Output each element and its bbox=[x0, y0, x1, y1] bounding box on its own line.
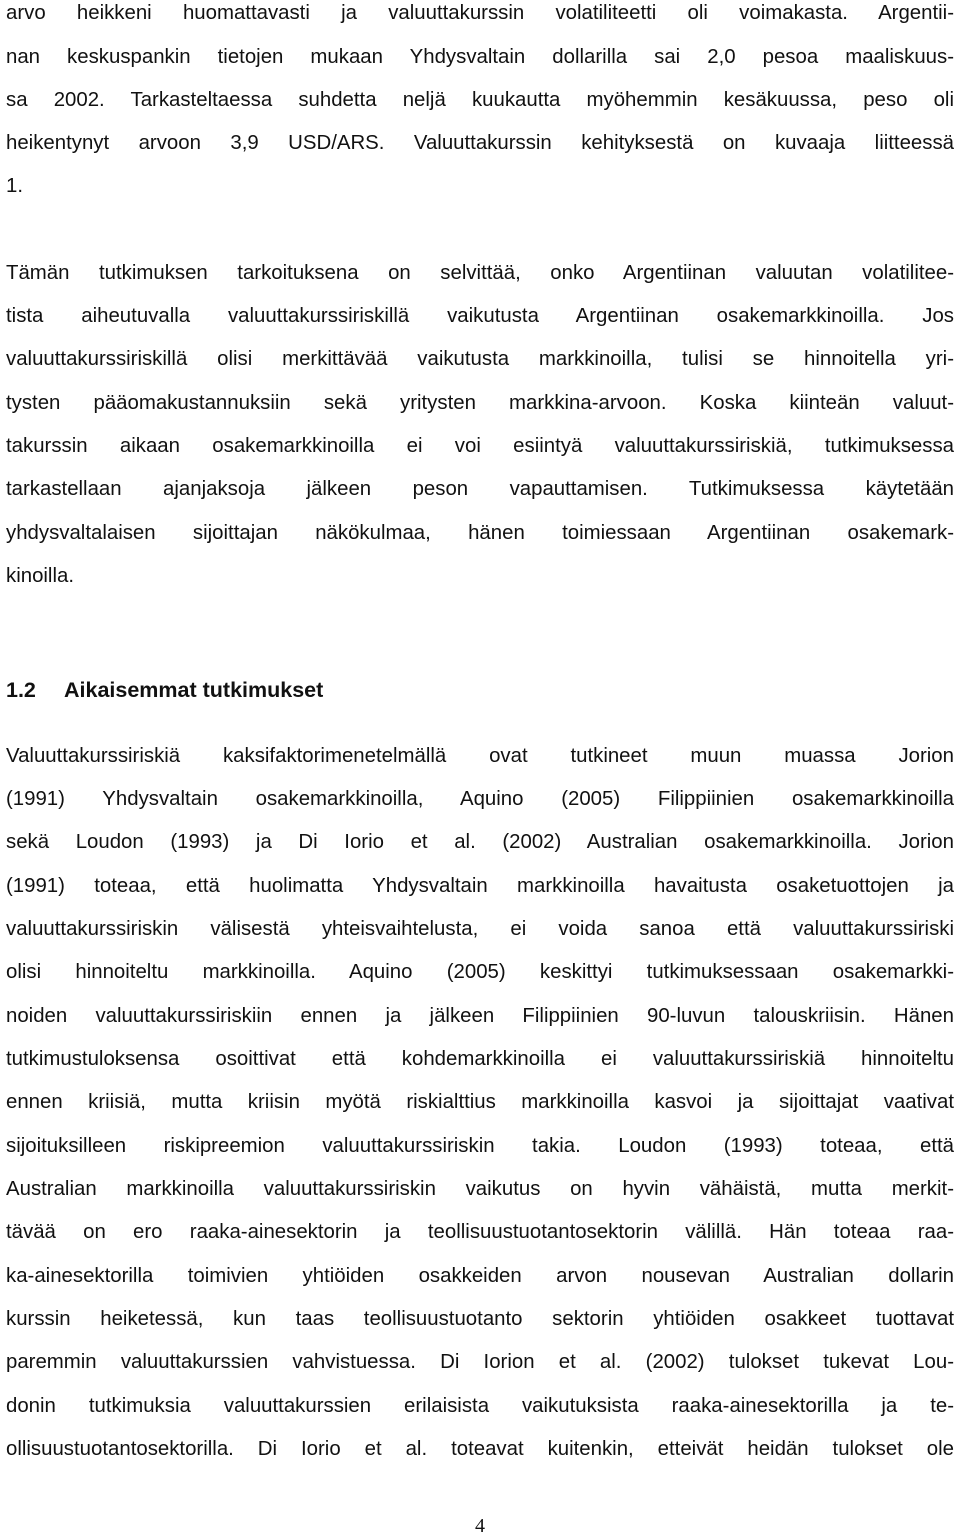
text-line: olisi hinnoiteltu markkinoilla. Aquino (2005) keskittyi tutkimuksessaan osakemarkki- bbox=[6, 961, 954, 983]
text-line: tysten pääomakustannuksiin sekä yritysten markkina-arvoon. Koska kiinteän valuut- bbox=[6, 392, 954, 414]
text-line: tävää on ero raaka-ainesektorin ja teollisuustuotantosektorin välillä. Hän toteaa raa- bbox=[6, 1221, 954, 1243]
text-line: ennen kriisiä, mutta kriisin myötä riskialttius markkinoilla kasvoi ja sijoittajat vaativat bbox=[6, 1091, 954, 1113]
section-heading bbox=[6, 677, 323, 703]
text-line: sijoituksilleen riskipreemion valuuttakurssiriskin takia. Loudon (1993) toteaa, että bbox=[6, 1135, 954, 1157]
text-line: valuuttakurssiriskin välisestä yhteisvaihtelusta, ei voida sanoa että valuuttakurssiriski bbox=[6, 918, 954, 940]
text-line: (1991) Yhdysvaltain osakemarkkinoilla, Aquino (2005) Filippiinien osakemarkkinoilla bbox=[6, 788, 954, 810]
text-line: yhdysvaltalaisen sijoittajan näkökulmaa, hänen toimiessaan Argentiinan osakemark- bbox=[6, 522, 954, 544]
section-title: Aikaisemmat tutkimukset bbox=[64, 678, 324, 702]
text-line: ka-ainesektorilla toimivien yhtiöiden osakkeiden arvon nousevan Australian dollarin bbox=[6, 1265, 954, 1287]
text-line: tutkimustuloksensa osoittivat että kohdemarkkinoilla ei valuuttakurssiriskiä hinnoiteltu bbox=[6, 1048, 954, 1070]
text-line: 1. bbox=[6, 175, 24, 197]
text-line: Valuuttakurssiriskiä kaksifaktorimenetelmällä ovat tutkineet muun muassa Jorion bbox=[6, 745, 954, 767]
text-line: kurssin heiketessä, kun taas teollisuustuotanto sektorin yhtiöiden osakkeet tuottavat bbox=[6, 1308, 954, 1330]
text-line: Tämän tutkimuksen tarkoituksena on selvittää, onko Argentiinan valuutan volatilitee- bbox=[6, 262, 954, 284]
text-line: valuuttakurssiriskillä olisi merkittävää vaikutusta markkinoilla, tulisi se hinnoitella yri- bbox=[6, 348, 954, 370]
page-number: 4 bbox=[475, 1515, 485, 1537]
text-line: arvo heikkeni huomattavasti ja valuuttakurssin volatiliteetti oli voimakasta. Argentii- bbox=[6, 2, 954, 24]
section-number: 1.2 bbox=[6, 678, 36, 702]
text-line: heikentynyt arvoon 3,9 USD/ARS. Valuuttakurssin kehityksestä on kuvaaja liitteessä bbox=[6, 132, 954, 154]
text-line: noiden valuuttakurssiriskiin ennen ja jälkeen Filippiinien 90-luvun talouskriisin. Hänen bbox=[6, 1005, 954, 1027]
text-line: sa 2002. Tarkasteltaessa suhdetta neljä kuukautta myöhemmin kesäkuussa, peso oli bbox=[6, 89, 954, 111]
text-line: ollisuustuotantosektorilla. Di Iorio et al. toteavat kuitenkin, etteivät heidän tulokset ole bbox=[6, 1438, 954, 1460]
text-line: kinoilla. bbox=[6, 565, 75, 587]
text-line: tarkastellaan ajanjaksoja jälkeen peson vapauttamisen. Tutkimuksessa käytetään bbox=[6, 478, 954, 500]
text-line: Australian markkinoilla valuuttakurssiriskin vaikutus on hyvin vähäistä, mutta merkit- bbox=[6, 1178, 954, 1200]
text-line: tista aiheutuvalla valuuttakurssiriskillä vaikutusta Argentiinan osakemarkkinoilla. Jos bbox=[6, 305, 954, 327]
text-line: takurssin aikaan osakemarkkinoilla ei voi esiintyä valuuttakurssiriskiä, tutkimuksessa bbox=[6, 435, 954, 457]
text-line: paremmin valuuttakurssien vahvistuessa. Di Iorion et al. (2002) tulokset tukevat Lou- bbox=[6, 1351, 954, 1373]
text-line: donin tutkimuksia valuuttakurssien erilaisista vaikutuksista raaka-ainesektorilla ja te- bbox=[6, 1395, 954, 1417]
text-line: (1991) toteaa, että huolimatta Yhdysvaltain markkinoilla havaitusta osaketuottojen ja bbox=[6, 875, 954, 897]
text-line: sekä Loudon (1993) ja Di Iorio et al. (2002) Australian osakemarkkinoilla. Jorion bbox=[6, 831, 954, 853]
text-line: nan keskuspankin tietojen mukaan Yhdysvaltain dollarilla sai 2,0 pesoa maaliskuus- bbox=[6, 46, 954, 68]
